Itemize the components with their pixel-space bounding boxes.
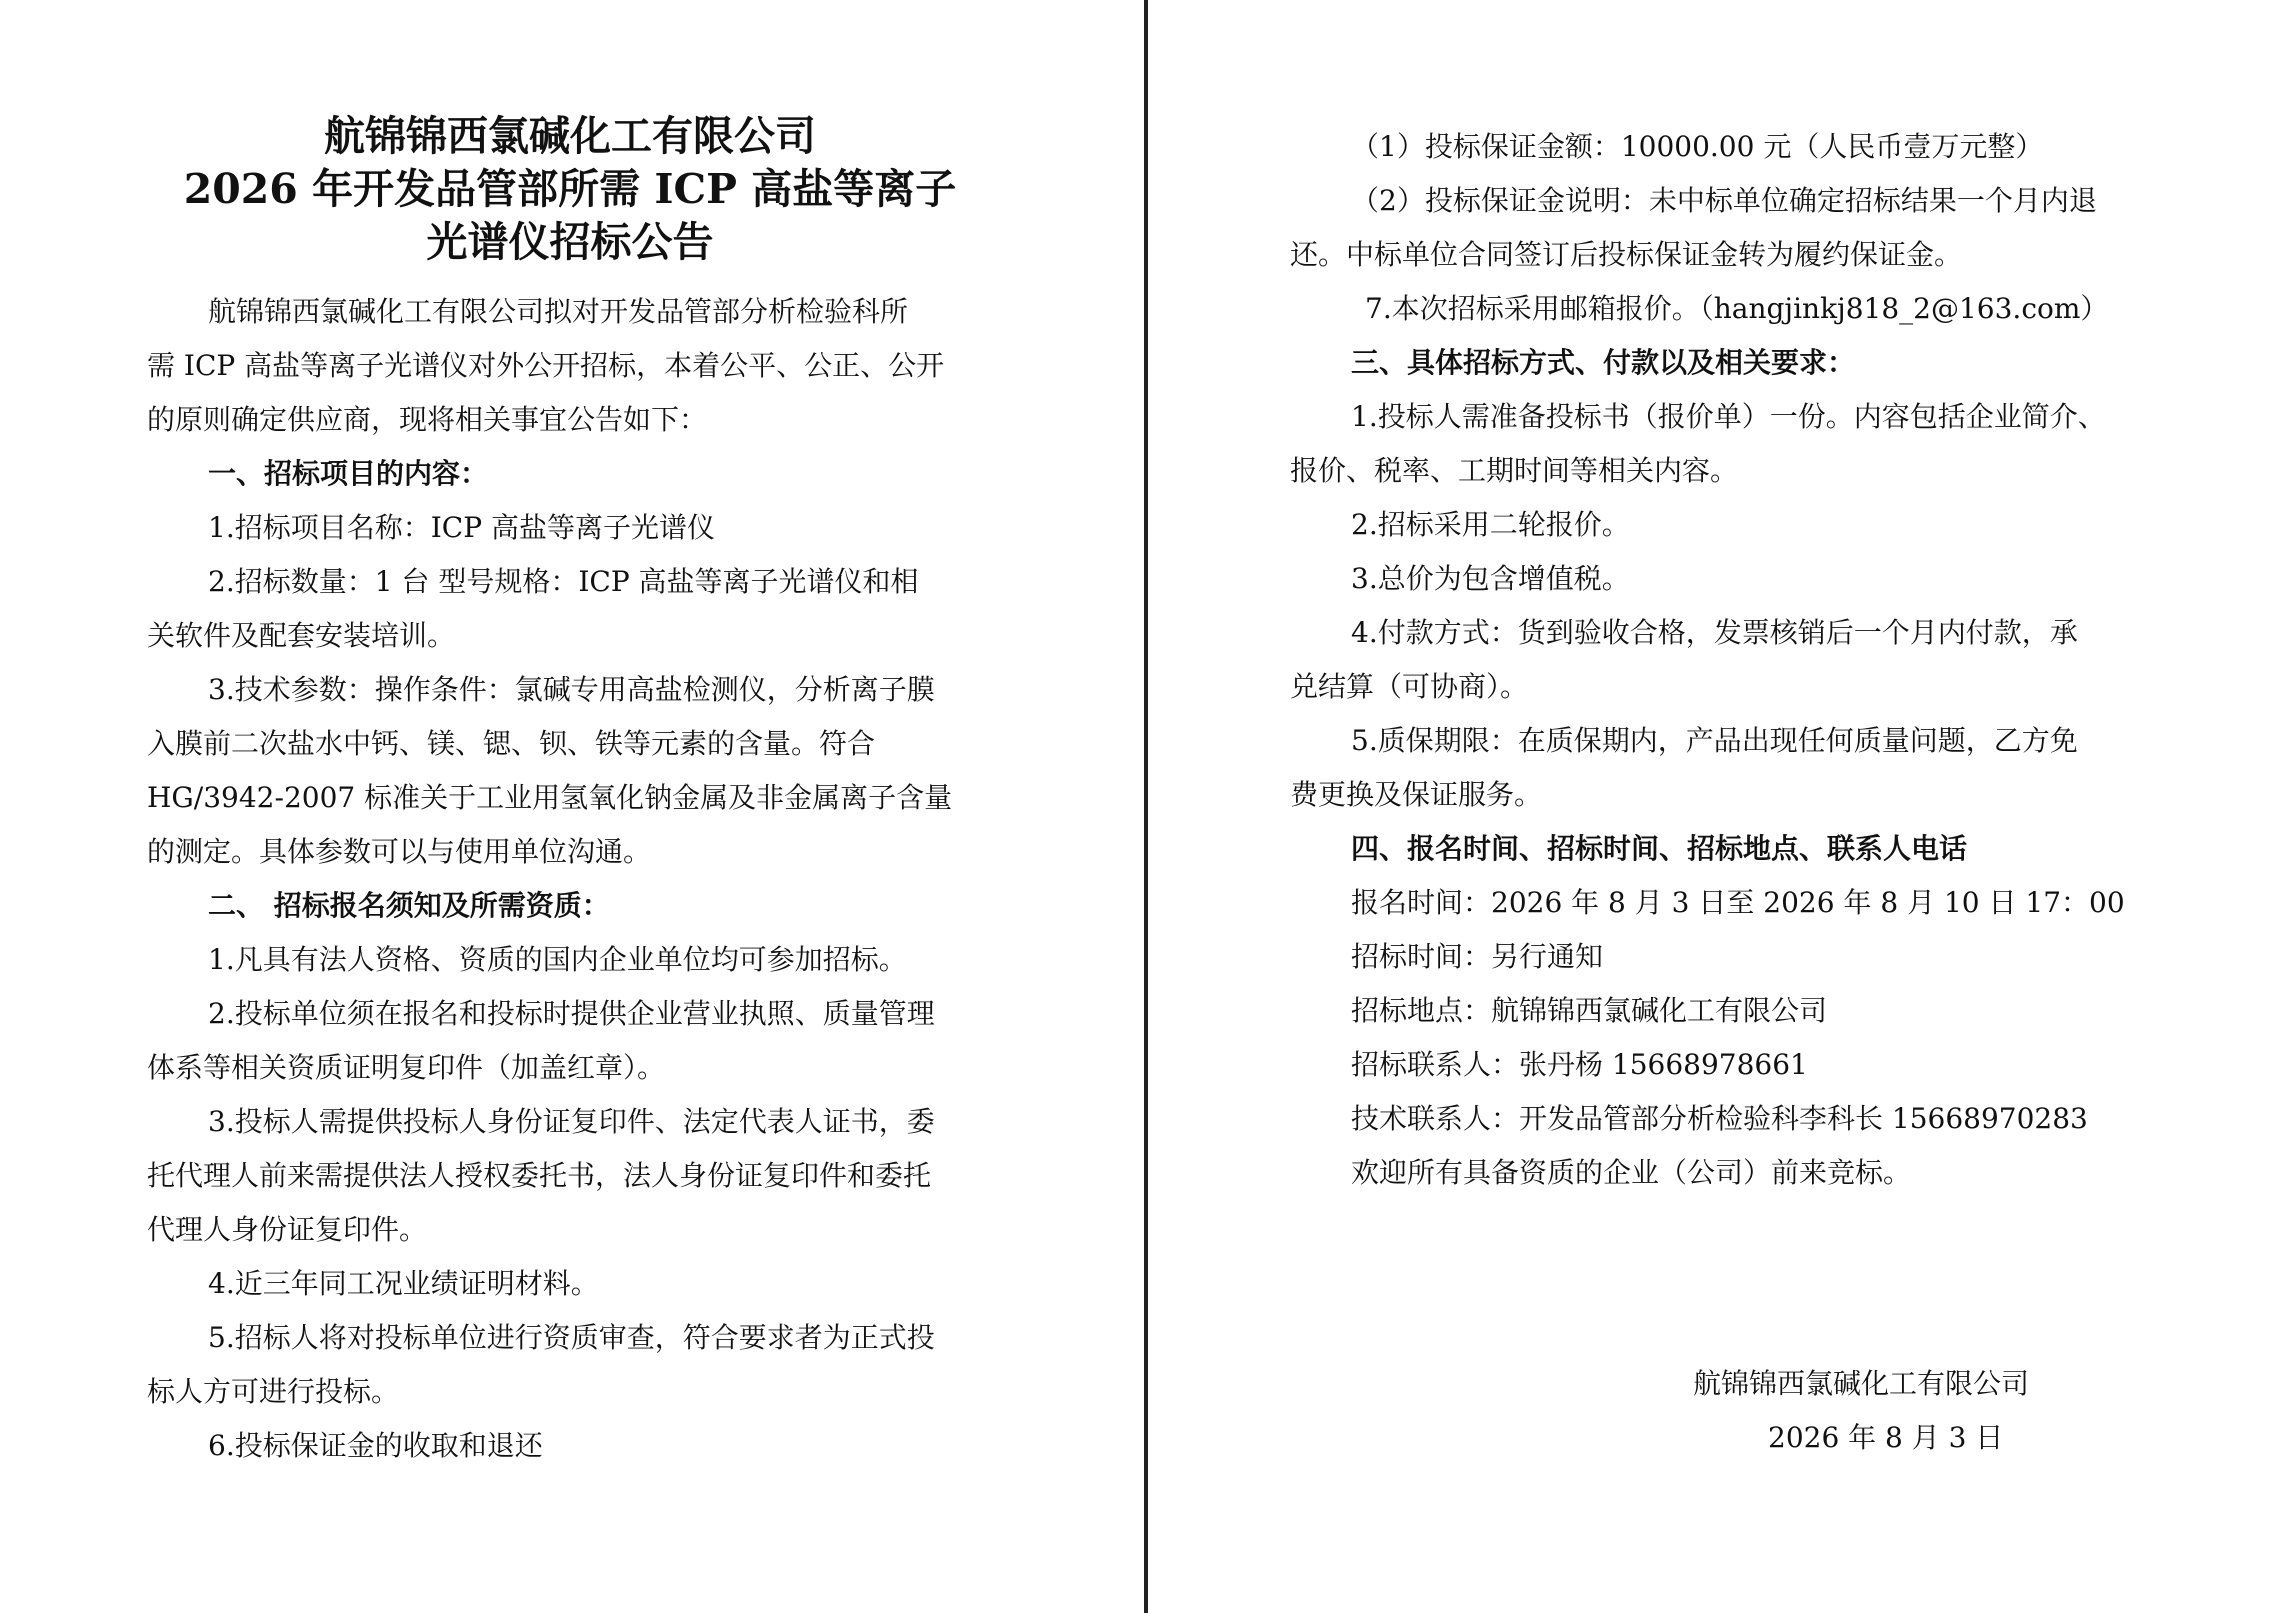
item-qualification-3: 3.投标人需提供投标人身份证复印件、法定代表人证书，委 [208,1105,935,1138]
signature-date: 2026 年 8 月 3 日 [1768,1421,2004,1454]
intro-line-3: 的原则确定供应商，现将相关事宜公告如下： [147,403,708,436]
item-qualification-3-cont-1: 托代理人前来需提供法人授权委托书，法人身份证复印件和委托 [147,1159,932,1192]
deposit-note: （2）投标保证金说明：未中标单位确定招标结果一个月内退 [1351,184,2097,217]
item-quantity: 2.招标数量：1 台 型号规格：ICP 高盐等离子光谱仪和相 [208,565,919,598]
intro-line-2: 需 ICP 高盐等离子光谱仪对外公开招标，本着公平、公正、公开 [147,349,945,382]
item-qualification-4: 4.近三年同工况业绩证明材料。 [208,1267,599,1300]
welcome-line: 欢迎所有具备资质的企业（公司）前来竞标。 [1351,1156,1912,1189]
title-line-1: 航锦锦西氯碱化工有限公司 [324,112,816,160]
deposit-note-cont: 还。中标单位合同签订后投标保证金转为履约保证金。 [1290,238,1963,271]
req-item-5: 5.质保期限：在质保期内，产品出现任何质量问题，乙方免 [1351,724,2078,757]
item-qualification-5-cont: 标人方可进行投标。 [147,1375,400,1408]
req-item-1: 1.投标人需准备投标书（报价单）一份。内容包括企业简介、 [1351,400,2106,433]
item-qualification-2: 2.投标单位须在报名和投标时提供企业营业执照、质量管理 [208,997,935,1030]
technical-contact: 技术联系人：开发品管部分析检验科李科长 15668970283 [1351,1102,2088,1135]
item-qualification-1: 1.凡具有法人资格、资质的国内企业单位均可参加招标。 [208,943,907,976]
item-qualification-6: 6.投标保证金的收取和退还 [208,1429,543,1462]
signature-company: 航锦锦西氯碱化工有限公司 [1693,1367,2030,1400]
req-item-3: 3.总价为包含增值税。 [1351,562,1630,595]
req-item-5-cont: 费更换及保证服务。 [1290,778,1543,811]
item-quantity-cont: 关软件及配套安装培训。 [147,619,456,652]
registration-time: 报名时间：2026 年 8 月 3 日至 2026 年 8 月 10 日 17：00 [1351,886,2125,919]
section-heading-1: 一、招标项目的内容： [208,457,489,490]
item-tech-params-cont-3: 的测定。具体参数可以与使用单位沟通。 [147,835,652,868]
intro-line-1: 航锦锦西氯碱化工有限公司拟对开发品管部分析检验科所 [208,295,909,328]
req-item-4-cont: 兑结算（可协商）。 [1290,670,1529,703]
bidding-location: 招标地点：航锦锦西氯碱化工有限公司 [1351,994,1828,1027]
item-qualification-3-cont-2: 代理人身份证复印件。 [147,1213,428,1246]
item-tech-params: 3.技术参数：操作条件：氯碱专用高盐检测仪，分析离子膜 [208,673,935,706]
req-item-2: 2.招标采用二轮报价。 [1351,508,1630,541]
section-heading-2: 二、 招标报名须知及所需资质： [208,889,610,922]
right-page [1148,0,2284,1613]
bidding-time: 招标时间：另行通知 [1351,940,1604,973]
announcement-title [130,110,1010,269]
email-quote: 7.本次招标采用邮箱报价。（hangjinkj818_2@163.com） [1365,292,2109,325]
req-item-1-cont: 报价、税率、工期时间等相关内容。 [1290,454,1739,487]
item-project-name: 1.招标项目名称：ICP 高盐等离子光谱仪 [208,511,715,544]
item-tech-params-cont-2: HG/3942-2007 标准关于工业用氢氧化钠金属及非金属离子含量 [147,781,953,814]
section-heading-4: 四、报名时间、招标时间、招标地点、联系人电话 [1351,832,1968,865]
deposit-amount: （1）投标保证金额：10000.00 元（人民币壹万元整） [1351,130,2044,163]
item-tech-params-cont-1: 入膜前二次盐水中钙、镁、锶、钡、铁等元素的含量。符合 [147,727,876,760]
title-line-3: 光谱仪招标公告 [426,218,714,266]
section-heading-3: 三、具体招标方式、付款以及相关要求： [1351,346,1856,379]
title-line-2: 2026 年开发品管部所需 ICP 高盐等离子 [183,165,957,213]
item-qualification-5: 5.招标人将对投标单位进行资质审查，符合要求者为正式投 [208,1321,935,1354]
bidding-contact: 招标联系人：张丹杨 15668978661 [1351,1048,1808,1081]
item-qualification-2-cont: 体系等相关资质证明复印件（加盖红章）。 [147,1051,666,1084]
req-item-4: 4.付款方式：货到验收合格，发票核销后一个月内付款，承 [1351,616,2078,649]
